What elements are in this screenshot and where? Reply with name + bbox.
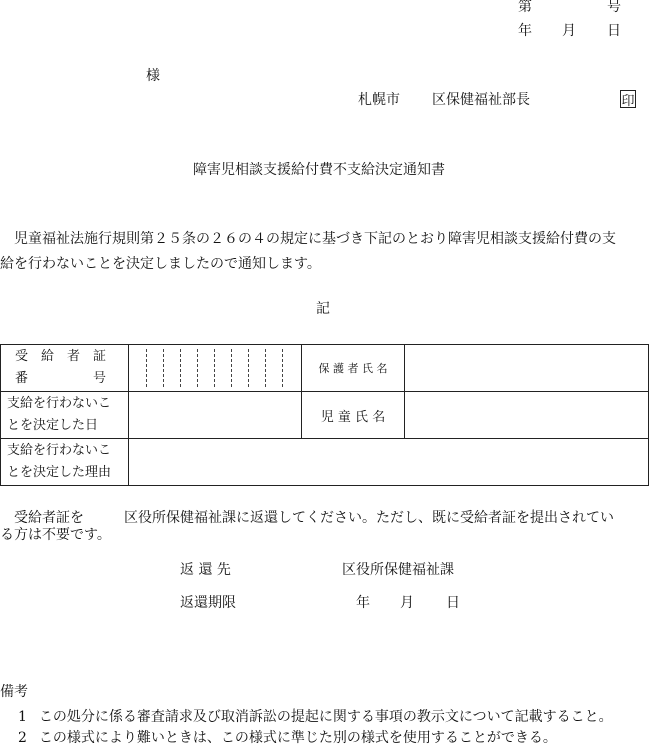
deadline-year: 年 bbox=[356, 595, 370, 611]
date-year: 年 bbox=[518, 23, 532, 39]
digit-divider bbox=[214, 349, 215, 387]
decision-date-label-line1: 支給を行わないこ bbox=[7, 396, 112, 411]
document-title: 障害児相談支援給付費不支給決定通知書 bbox=[193, 162, 445, 178]
digit-divider bbox=[180, 349, 181, 387]
digit-divider bbox=[265, 349, 266, 387]
recipient-number-dividers bbox=[129, 345, 301, 391]
digit-divider bbox=[163, 349, 164, 387]
note-item bbox=[18, 731, 557, 745]
number-suffix: 号 bbox=[607, 0, 621, 15]
sender-city: 札幌市 bbox=[358, 92, 400, 108]
child-name-label: 児 童 氏 名 bbox=[302, 392, 405, 439]
note-number: 2 bbox=[18, 730, 27, 746]
return-notice-line1-b: 区役所保健福祉課に返還してください。ただし、既に受給者証を提出されてい bbox=[124, 510, 614, 526]
deadline-day: 日 bbox=[446, 595, 460, 611]
note-number: 1 bbox=[18, 709, 27, 725]
ki-heading: 記 bbox=[316, 301, 330, 317]
return-destination-value: 区役所保健福祉課 bbox=[342, 562, 454, 578]
sender-department: 区保健福祉部長 bbox=[432, 92, 530, 108]
seal-mark: 印 bbox=[620, 90, 636, 108]
guardian-name-label: 保 護 者 氏 名 bbox=[302, 345, 405, 392]
digit-divider bbox=[248, 349, 249, 387]
deadline-month: 月 bbox=[400, 595, 414, 611]
decision-reason-label-line1: 支給を行わないこ bbox=[7, 443, 112, 458]
addressee-honorific: 様 bbox=[146, 68, 160, 84]
decision-date-label bbox=[1, 392, 129, 439]
recipient-number-field[interactable] bbox=[129, 345, 302, 392]
return-notice-line2: る方は不要です。 bbox=[0, 527, 111, 543]
decision-date-label-line2: とを決定した日 bbox=[7, 418, 99, 433]
note-item bbox=[18, 710, 613, 724]
date-month: 月 bbox=[562, 23, 576, 39]
child-name-field[interactable] bbox=[405, 392, 649, 439]
decision-date-field[interactable] bbox=[129, 392, 302, 439]
recipient-number-label-line2: 番 号 bbox=[15, 371, 107, 386]
number-prefix: 第 bbox=[518, 0, 532, 15]
return-destination-label: 返 還 先 bbox=[180, 562, 231, 578]
guardian-name-field[interactable] bbox=[405, 345, 649, 392]
digit-divider bbox=[231, 349, 232, 387]
digit-divider bbox=[146, 349, 147, 387]
notice-table bbox=[0, 344, 649, 486]
decision-reason-field[interactable] bbox=[129, 439, 649, 486]
digit-divider bbox=[282, 349, 283, 387]
date-day: 日 bbox=[607, 23, 621, 39]
digit-divider bbox=[197, 349, 198, 387]
decision-reason-label bbox=[1, 439, 129, 486]
return-deadline-label: 返還期限 bbox=[180, 595, 236, 611]
recipient-number-label-line1: 受 給 者 証 bbox=[15, 349, 107, 364]
decision-reason-label-line2: とを決定した理由 bbox=[7, 465, 112, 480]
notes-heading: 備考 bbox=[0, 684, 28, 700]
return-notice-line1-a: 受給者証を bbox=[14, 510, 84, 526]
body-line-2: 給を行わないことを決定しましたので通知します。 bbox=[0, 256, 321, 272]
body-line-1: 児童福祉法施行規則第２５条の２６の４の規定に基づき下記のとおり障害児相談支援給付費の支 bbox=[14, 231, 616, 247]
note-text: この処分に係る審査請求及び取消訴訟の提起に関する事項の教示文について記載すること。 bbox=[38, 709, 613, 725]
recipient-number-label bbox=[1, 345, 129, 392]
note-text: この様式により難いときは、この様式に準じた別の様式を使用することができる。 bbox=[38, 730, 557, 746]
